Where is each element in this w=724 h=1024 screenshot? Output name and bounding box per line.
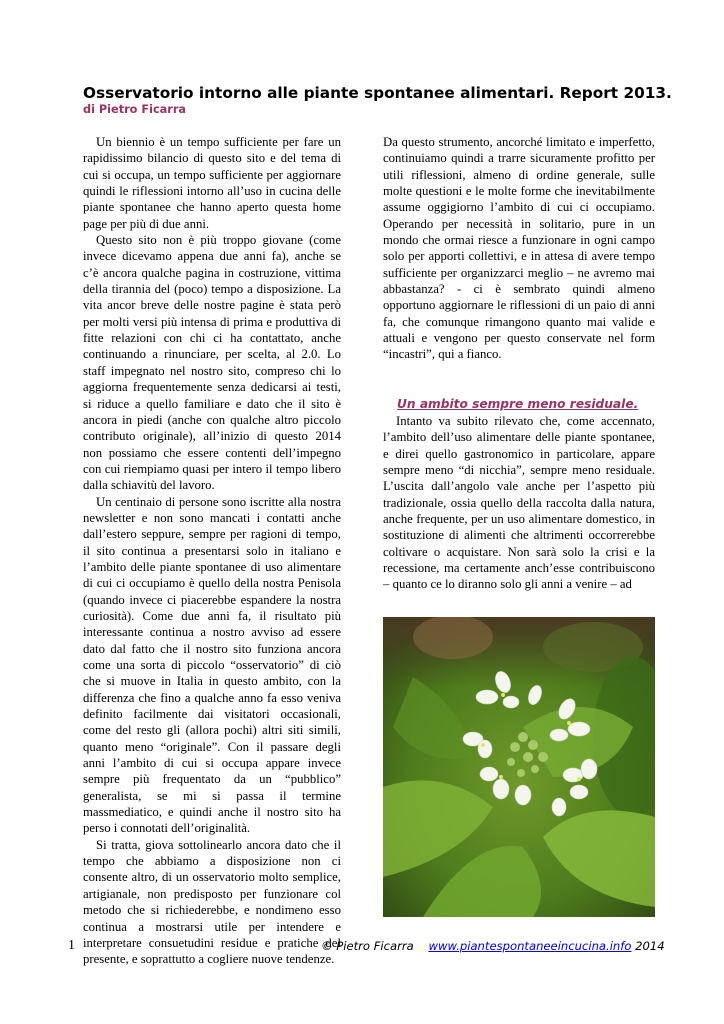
paragraph: Da questo strumento, ancorché limitato e imperfetto, continuiamo quindi a trarre sicuramente profitto per utili riflessioni, almeno di ordine generale, sulle molte questioni e le molte forme che inevitabilmente assume oggigiorno l’ambito di cui ci occupiamo. Operando per necessità in solitario, pure in un mondo che ormai riesce a funzionare in ogni campo solo per apporti collettivi, e in attesa di avere tempo sufficiente per organizzarci meglio – ne avremo mai abbastanza? - ci è sembrato quindi almeno opportuno aggiornare le riflessioni di un paio di anni fa, che comunque rimangono quanto mai valide e attuali e vengono per questo conservate nel form “incastri”, qui a fianco. [383,135,655,362]
right-column-section [383,413,655,593]
paragraph: Questo sito non è più troppo giovane (come invece dicevamo appena due anni fa), anche se c’è ancora qualche pagina in costruzione, vittima della tirannia del (poco) tempo a disposizione. La vita ancor breve delle nostre pagine è stata però per molti versi più intensa di prima e produttiva di fitte relazioni con chi ci ha contattato, anche continuando a rinunciare, per scelta, al 2.0. Lo staff impegnato nel nostro sito, compreso chi lo aggiorna frequentemente senza dedicarsi ai testi, si riduce a quello familiare e dato che il sito è ancora in piedi (anche con qualche altro piccolo contributo originale), all’inizio di questo 2014 non possiamo che essere contenti dell’impegno con cui riempiamo quasi per intero il tempo libero dalla schiavitù del lavoro. [83,233,341,493]
page-number: 1 [68,938,75,953]
copyright-text: © Pietro Ficarra [321,939,414,953]
paragraph: Un centinaio di persone sono iscritte alla nostra newsletter e non sono mancati i contatti anche dall’estero seppure, sempre per ragioni di tempo, il sito continua a presentarsi solo in italiano e l’ambito delle piante spontanee di uso alimentare di cui ci occupiamo è quello della nostra Penisola (quando invece ci piacerebbe espandere la nostra curiosità). Come due anni fa, il risultato più interessante continua a nostro avviso ad essere dato dal fatto che il nostro sito funziona ancora come una sorta di piccolo “osservatorio” di ciò che si muove in Italia in questo ambito, con la differenza che fino a qualche anno fa esso veniva definito facilmente dai visitatori occasionali, come del resto gli (allora pochi) altri siti simili, quanto meno “originale”. Con il passare degli anni l’ambito di cui si occupa appare invece sempre più frequentato da un “pubblico” generalista, se mi si passa il termine massmediatico, e quindi anche il nostro sito ha perso i connotati dell’originalità. [83,494,341,836]
page-title: Osservatorio intorno alle piante spontanee alimentari. Report 2013. [83,84,672,102]
author-byline: di Pietro Ficarra [83,103,187,116]
footer-year: 2014 [635,939,665,953]
paragraph: Si tratta, giova sottolinearlo ancora dato che il tempo che abbiamo a disposizione non ci consente altro, di un osservatorio molto semplice, artigianale, non predisposto per funzionare col metodo che si richiederebbe, e nondimeno esso continua a mostrarsi utile per intendere e interpretare consuetudini residue e pratiche del presente, e soprattutto a cogliere nuove tendenze. [83,837,341,967]
section-heading: Un ambito sempre meno residuale. [397,397,639,411]
paragraph: Un biennio è un tempo sufficiente per fare un rapidissimo bilancio di questo sito e del tema di cui si occupa, un tempo sufficiente per aggiornare quindi le riflessioni intorno all’uso in cucina delle piante spontanee che hanno aperto questa home page per più di due anni. [83,135,341,231]
garlic-mustard-flower-photo [383,617,655,917]
right-column [383,134,655,363]
paragraph: Intanto va subito rilevato che, come accennato, l’ambito dell’uso alimentare delle piante spontanee, e direi quello gastronomico in particolare, appare sempre meno “di nicchia”, sempre meno residuale. L’uscita dall’angolo vale anche per l’aspetto più tradizionale, ossia quello della raccolta dalla natura, anche frequente, per un uso alimentare domestico, in sostituzione di alimenti che altrimenti occorrerebbe coltivare o acquistare. Non sarà solo la crisi e la recessione, ma certamente anch’esse contribuiscono – quanto ce lo diranno solo gli anni a venire – ad [383,414,655,592]
left-column [83,134,341,968]
footer-credit [321,939,665,953]
website-link[interactable]: www.piantespontaneeincucina.info [428,939,632,953]
